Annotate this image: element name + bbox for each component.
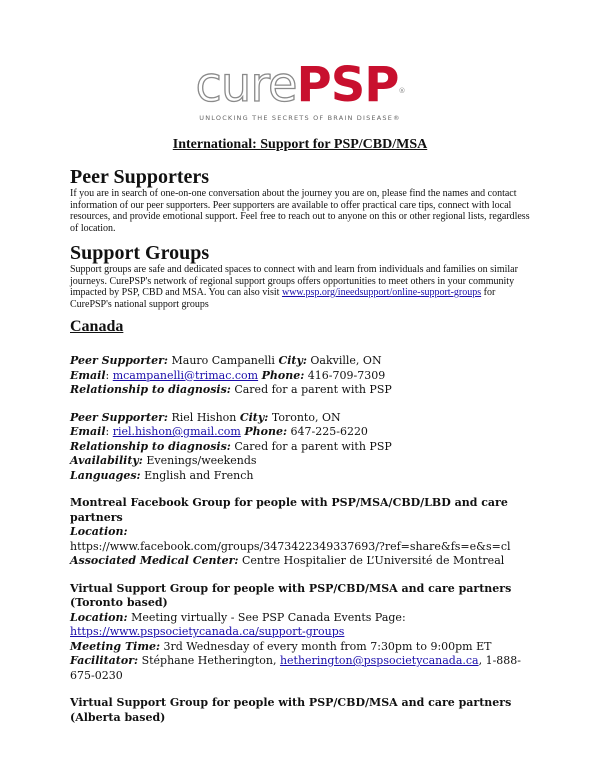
peer-entry: Peer Supporter: Riel Hishon City: Toronto, ON Email: riel.hishon@gmail.com Phone: 647-225-6220 Relationship to diagnosis: Cared for a parent with PSP Availability: Evenings/weekends Languages: English and French	[70, 410, 392, 482]
group-entry	[70, 582, 530, 684]
peer-relationship: Cared for a parent with PSP	[234, 383, 392, 396]
peer-email-link[interactable]: mcampanelli@trimac.com	[112, 368, 259, 382]
peer-phone: 647-225-6220	[290, 425, 368, 438]
curepsp-logo	[0, 57, 600, 122]
support-groups-text-end: for CurePSP's national support groups	[70, 287, 496, 310]
online-support-groups-link[interactable]: www.psp.org/ineedsupport/online-support-groups	[281, 287, 482, 298]
support-groups-heading: Support Groups	[70, 242, 210, 264]
canada-heading: Canada	[70, 318, 124, 335]
group-entry	[70, 496, 530, 569]
phone-label: Phone:	[244, 425, 288, 438]
medical-center-label: Associated Medical Center:	[70, 554, 239, 567]
facilitator-email-link[interactable]: hetherington@pspsocietycanada.ca	[279, 654, 479, 667]
peer-relationship: Cared for a parent with PSP	[234, 439, 392, 453]
support-groups-text: Support groups are safe and dedicated spaces to connect with and learn from individuals and families on similar journeys. CurePSP's network of regional support groups offers opportunities to meet others in your community impacted by PSP, CBD and MSA. You can also visit	[70, 264, 518, 298]
city-label: City:	[239, 410, 269, 424]
group-title: Montreal Facebook Group for people with PSP/MSA/CBD/LBD and care partners	[70, 496, 508, 524]
logo-cure-text: cure	[195, 57, 297, 113]
logo-wordmark	[0, 57, 600, 113]
relationship-label: Relationship to diagnosis:	[70, 383, 231, 396]
group-location-link[interactable]: https://www.pspsocietycanada.ca/support-groups	[70, 625, 345, 638]
location-label: Location:	[70, 525, 128, 538]
logo-registered-mark: ®	[398, 87, 405, 95]
group-entry	[70, 696, 530, 725]
support-groups-intro	[70, 264, 530, 310]
group-meeting-time: 3rd Wednesday of every month from 7:30pm to 9:00pm ET	[163, 639, 492, 653]
group-facilitator: Stéphane Hetherington,	[141, 654, 277, 667]
facilitator-phone: , 1-888-675-0230	[70, 654, 522, 682]
logo-psp-text: PSP	[296, 57, 399, 113]
city-label: City:	[278, 354, 307, 367]
peer-phone: 416-709-7309	[307, 368, 386, 382]
group-location-url[interactable]: https://www.facebook.com/groups/3473422349337693/?ref=share&fs=e&s=cl	[70, 539, 511, 553]
peer-availability: Evenings/weekends	[146, 454, 257, 467]
peer-city: Oakville, ON	[310, 354, 382, 367]
peer-entry: Peer Supporter: Mauro Campanelli City: Oakville, ON Email: mcampanelli@trimac.com Phone: 416-709-7309 Relationship to diagnosis: Cared for a parent with PSP	[70, 354, 392, 396]
peer-supporters-intro: If you are in search of one-on-one conversation about the journey you are on, please find the names and contact information of our peer supporters. Peer supporters are available to offer practical care tips, connect with local resources, and provide emotional support. Feel free to reach out to anyone on this or other regional lists, regardless of location.	[70, 188, 530, 234]
email-label: Email	[70, 425, 106, 438]
location-label: Location:	[70, 610, 128, 624]
canada-listings	[70, 354, 530, 725]
group-location-text: Meeting virtually - See PSP Canada Events Page:	[131, 610, 406, 624]
peer-supporters-heading: Peer Supporters	[70, 166, 210, 188]
document-body	[70, 166, 530, 738]
availability-label: Availability:	[70, 454, 143, 467]
email-label: Email	[70, 368, 106, 382]
peer-email-link[interactable]: riel.hishon@gmail.com	[112, 425, 241, 438]
group-title: Virtual Support Group for people with PSP/CBD/MSA and care partners (Alberta based)	[70, 696, 512, 724]
facilitator-label: Facilitator:	[70, 654, 139, 667]
meeting-time-label: Meeting Time:	[70, 639, 161, 653]
relationship-label: Relationship to diagnosis:	[70, 439, 231, 453]
peer-label: Peer Supporter:	[70, 410, 168, 424]
phone-label: Phone:	[261, 368, 305, 382]
peer-name: Mauro Campanelli	[171, 354, 275, 367]
languages-label: Languages:	[70, 468, 141, 482]
peer-label: Peer Supporter:	[70, 354, 168, 367]
peer-city: Toronto, ON	[271, 410, 341, 424]
logo-tagline: UNLOCKING THE SECRETS OF BRAIN DISEASE®	[199, 114, 401, 122]
group-medical-center: Centre Hospitalier de L’Université de Montreal	[241, 554, 505, 567]
peer-name: Riel Hishon	[171, 410, 237, 424]
peer-languages: English and French	[144, 468, 254, 482]
group-title: Virtual Support Group for people with PSP/CBD/MSA and care partners (Toronto based)	[70, 581, 512, 609]
document-title: International: Support for PSP/CBD/MSA	[172, 137, 428, 152]
